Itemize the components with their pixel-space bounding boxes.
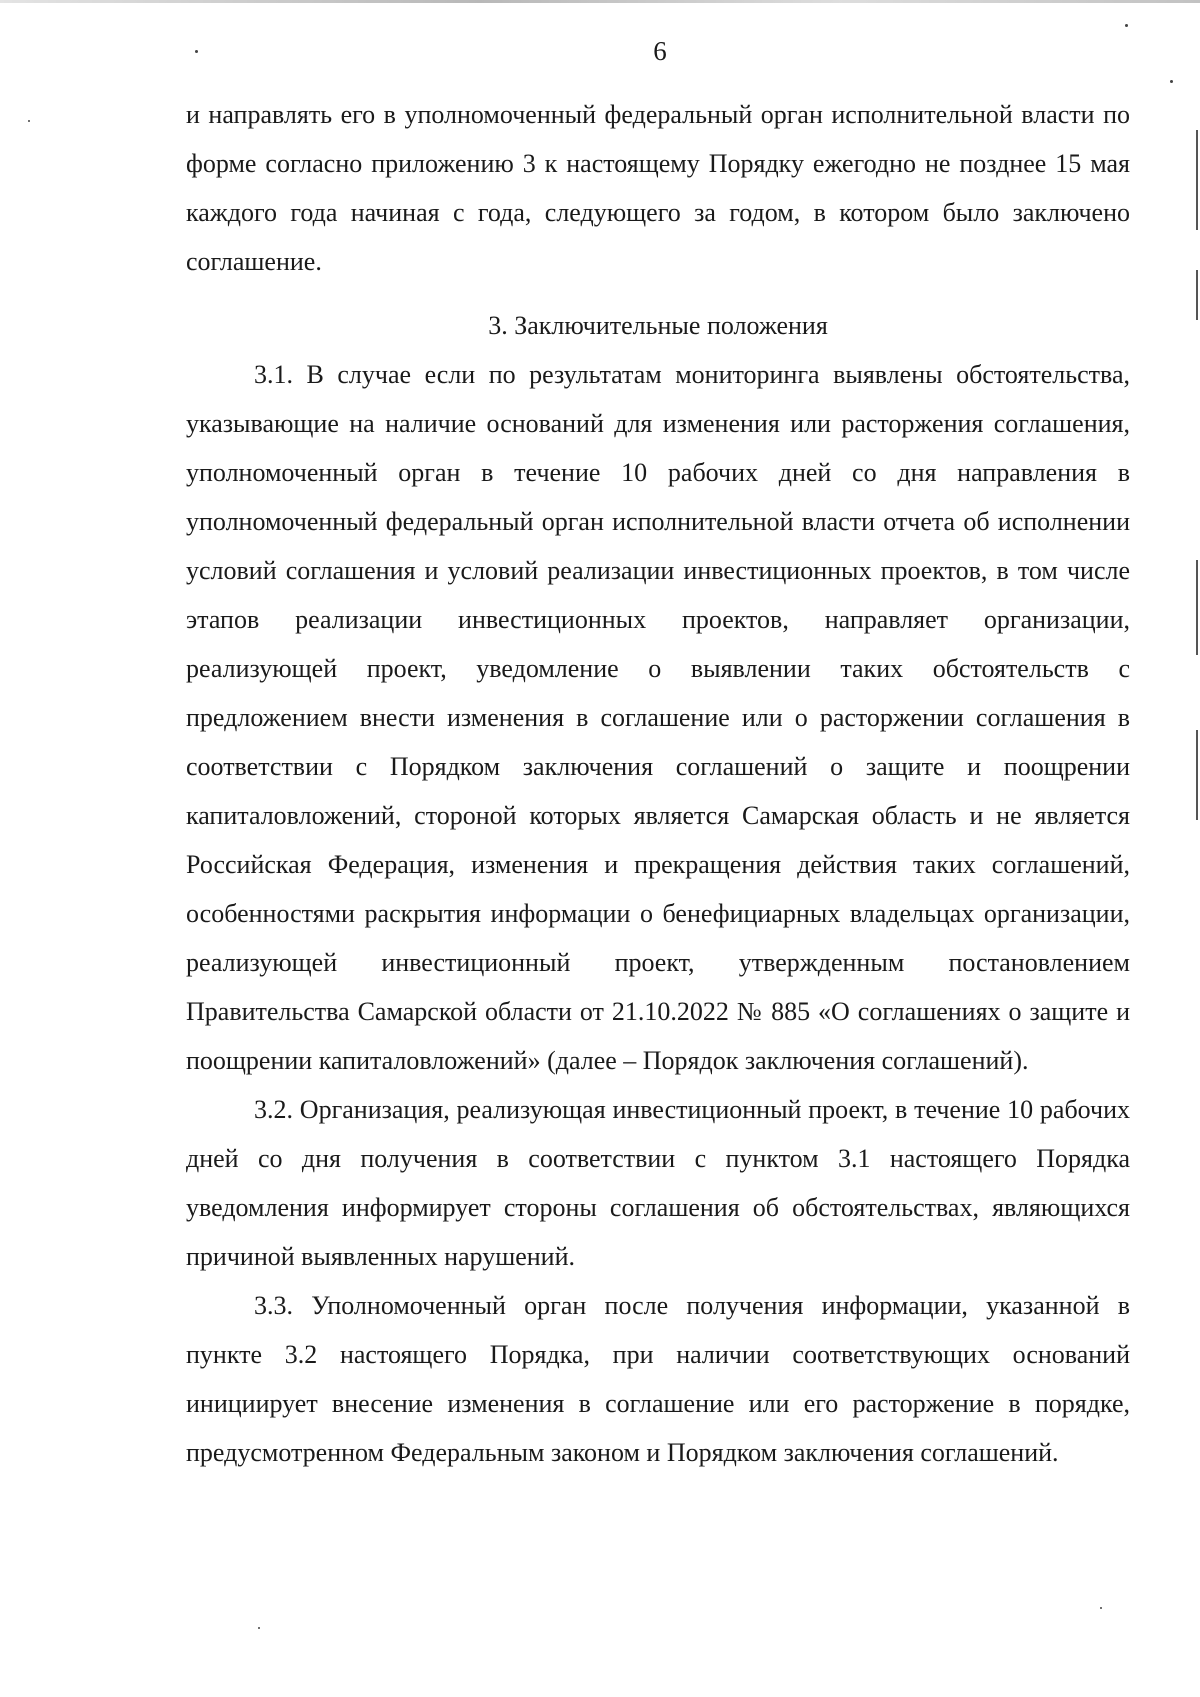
section-heading: 3. Заключительные положения [488,311,828,340]
scan-right-edge [1196,730,1198,820]
page-number: 6 [653,36,667,66]
paragraph-3-1: 3.1. В случае если по результатам мониторинга выявлены обстоятельства, указывающие на наличие оснований для изменения или расторжения соглашения, уполномоченный орган в течение 10 рабочих дней со дня направления в уполномоченный федеральный орган исполнительной власти отчета об исполнении условий соглашения и условий реализации инвестиционных проектов, в том числе этапов реализации инвестиционных проектов, направляет организации, реализующей проект, уведомление о выявлении таких обстоятельств с предложением внести изменения в соглашение или о расторжении соглашения в соответствии с Порядком заключения соглашений о защите и поощрении капиталовложений, стороной которых является Самарская область и не является Российская Федерация, изменения и прекращения действия таких соглашений, особенностями раскрытия информации о бенефициарных владельцах организации, реализующей инвестиционный проект, утвержденным постановлением Правительства Самарской области от 21.10.2022 № 885 «О соглашениях о защите и поощрении капиталовложений» (далее – Порядок заключения соглашений). [186,360,1130,1075]
document-body [186,90,1130,1477]
scan-speck [1170,80,1173,83]
scan-right-edge [1196,560,1198,655]
paragraph-3-3: 3.3. Уполномоченный орган после получения информации, указанной в пункте 3.2 настоящего Порядка, при наличии соответствующих оснований инициирует внесение изменения в соглашение или его расторжение в порядке, предусмотренном Федеральным законом и Порядком заключения соглашений. [186,1291,1130,1467]
scan-right-edge [1196,130,1198,230]
scan-right-edge [1196,270,1198,320]
scan-speck [28,120,30,122]
scan-top-edge [0,0,1200,3]
scan-speck [258,1627,260,1629]
paragraph-3-2: 3.2. Организация, реализующая инвестиционный проект, в течение 10 рабочих дней со дня получения в соответствии с пунктом 3.1 настоящего Порядка уведомления информирует стороны соглашения об обстоятельствах, являющихся причиной выявленных нарушений. [186,1095,1130,1271]
scan-speck [1125,24,1128,27]
continuation-paragraph: и направлять его в уполномоченный федеральный орган исполнительной власти по форме согласно приложению 3 к настоящему Порядку ежегодно не позднее 15 мая каждого года начиная с года, следующего за годом, в котором было заключено соглашение. [186,100,1130,276]
scan-speck [1100,1607,1102,1609]
